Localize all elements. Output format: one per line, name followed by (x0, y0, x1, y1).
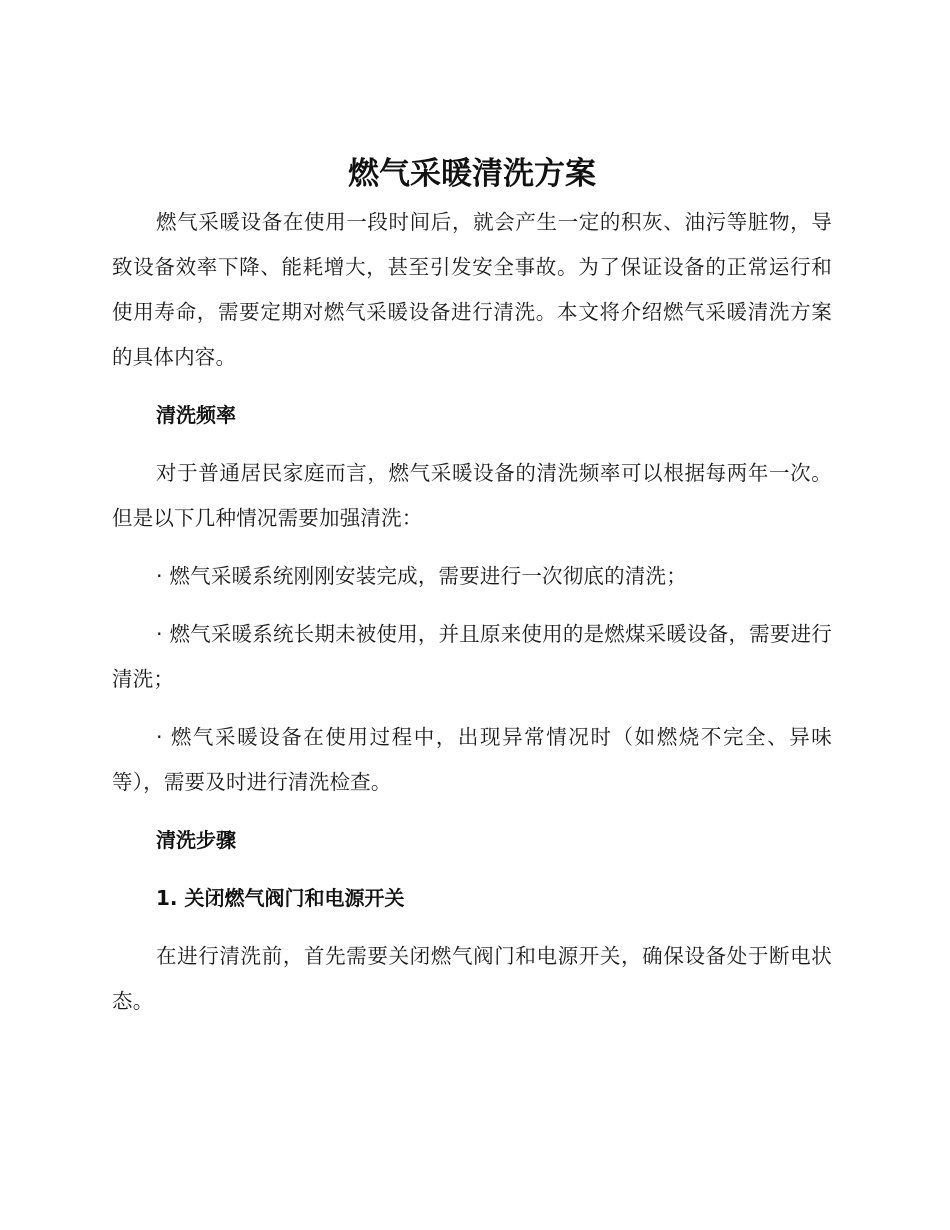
step-paragraph: 在进行清洗前，首先需要关闭燃气阀门和电源开关，确保设备处于断电状态。 (112, 944, 832, 1013)
bullet-item: · 燃气采暖系统刚刚安装完成，需要进行一次彻底的清洗； (156, 564, 687, 588)
spacer (112, 702, 832, 715)
intro-paragraph: 燃气采暖设备在使用一段时间后，就会产生一定的积灰、油污等脏物，导致设备效率下降、能耗增大，甚至引发安全事故。为了保证设备的正常运行和使用寿命，需要定期对燃气采暖设备进行清洗。本文将介绍燃气采暖清洗方案的具体内容。 (112, 210, 832, 369)
document-title: 燃气采暖清洗方案 (348, 156, 596, 192)
spacer (112, 380, 832, 393)
spacer (112, 863, 832, 876)
spacer (112, 541, 832, 554)
step-heading: 1. 关闭燃气阀门和电源开关 (156, 886, 405, 910)
bullet-item: · 燃气采暖设备在使用过程中，出现异常情况时（如燃烧不完全、异味等），需要及时进行清洗检查。 (112, 725, 832, 794)
document-page (112, 148, 832, 1024)
spacer (112, 599, 832, 612)
spacer (112, 438, 832, 451)
spacer (112, 921, 832, 934)
section-heading-steps: 清洗步骤 (156, 828, 236, 852)
frequency-paragraph: 对于普通居民家庭而言，燃气采暖设备的清洗频率可以根据每两年一次。但是以下几种情况需要加强清洗： (112, 461, 832, 530)
section-heading-frequency: 清洗频率 (156, 403, 236, 427)
bullet-item: · 燃气采暖系统长期未被使用，并且原来使用的是燃煤采暖设备，需要进行清洗； (112, 622, 832, 691)
spacer (112, 805, 832, 818)
